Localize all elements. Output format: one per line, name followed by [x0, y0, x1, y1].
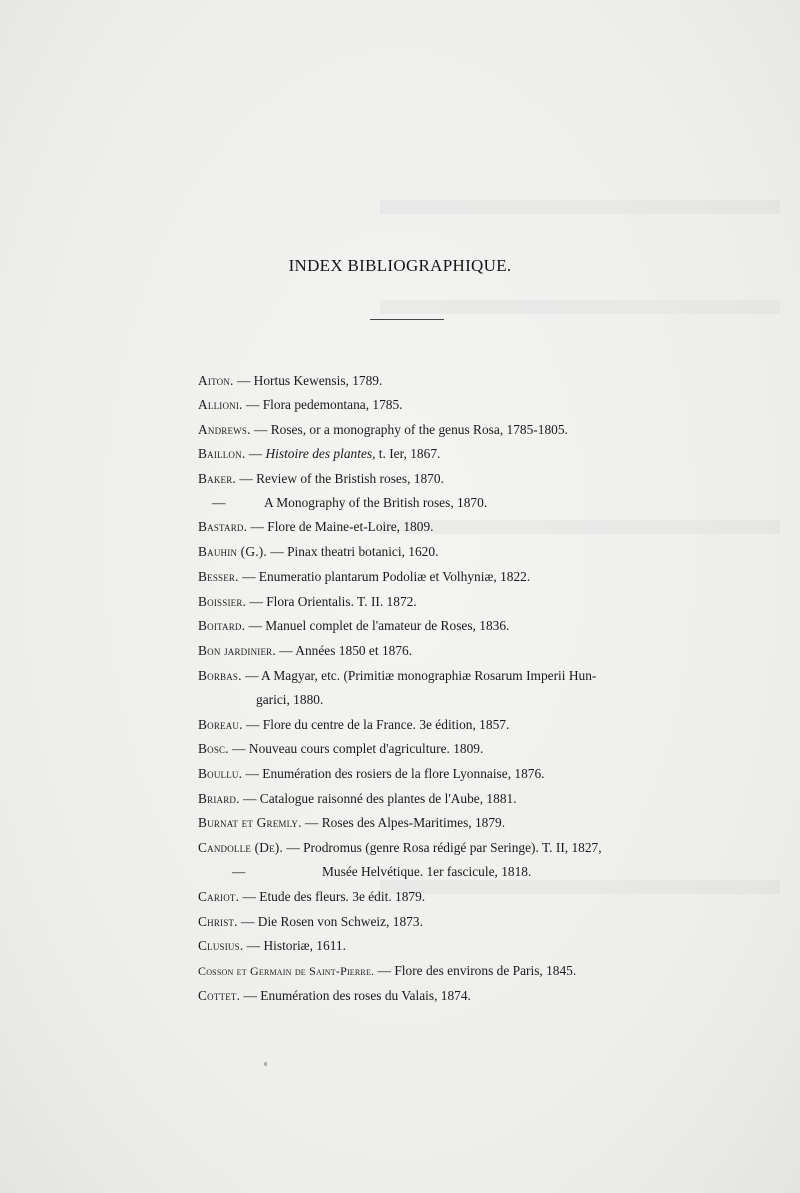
list-item	[198, 791, 658, 807]
list-item	[198, 815, 658, 831]
entry-title-italic: Histoire des plantes	[265, 446, 373, 461]
entry-text: — Prodromus (genre Rosa rédigé par Seringe). T. II, 1827,	[286, 840, 602, 855]
list-item	[198, 569, 658, 585]
list-item	[198, 594, 658, 610]
list-item	[198, 741, 658, 757]
entry-author: Aiton.	[198, 373, 234, 388]
entry-separator: —	[248, 446, 266, 461]
entry-text: Musée Helvétique. 1er fascicule, 1818.	[322, 864, 532, 879]
entry-author: Baker.	[198, 471, 236, 486]
entry-text: — Catalogue raisonné des plantes de l'Aube, 1881.	[243, 791, 517, 806]
entry-text: — Manuel complet de l'amateur de Roses, 1836.	[248, 618, 510, 633]
entry-text: — Enumération des rosiers de la flore Lyonnaise, 1876.	[245, 766, 545, 781]
entry-author: Bon jardinier.	[198, 643, 276, 658]
list-item	[198, 519, 658, 535]
list-item	[198, 914, 658, 930]
list-item	[198, 938, 658, 954]
entry-author: Bosc.	[198, 741, 229, 756]
entry-text: — Flora pedemontana, 1785.	[245, 397, 403, 412]
entry-author: Boissier.	[198, 594, 247, 609]
entry-author: Bastard.	[198, 519, 248, 534]
list-item	[198, 668, 658, 684]
entry-text: — Etude des fleurs. 3e édit. 1879.	[242, 889, 426, 904]
entry-text: — Roses des Alpes-Maritimes, 1879.	[305, 815, 506, 830]
list-item	[198, 422, 658, 438]
list-item	[198, 864, 658, 880]
entry-author: Besser.	[198, 569, 239, 584]
entry-author: Bauhin (G.).	[198, 544, 267, 559]
list-item	[198, 446, 658, 462]
page-title: INDEX BIBLIOGRAPHIQUE.	[288, 256, 512, 275]
entry-author: Cosson et Germain de Saint-Pierre.	[198, 964, 375, 978]
ink-speck	[264, 1062, 267, 1066]
entry-text: — Review of the Bristish roses, 1870.	[239, 471, 444, 486]
list-item	[198, 397, 658, 413]
entry-text: — Flora Orientalis. T. II. 1872.	[249, 594, 417, 609]
entry-text: garici, 1880.	[256, 692, 324, 707]
entry-author: Briard.	[198, 791, 240, 806]
entry-author: Baillon.	[198, 446, 246, 461]
list-item	[198, 643, 658, 659]
entry-author: Boullu.	[198, 766, 243, 781]
entry-text: , t. Ier, 1867.	[372, 446, 441, 461]
entry-text: — A Magyar, etc. (Primitiæ monographiæ Rosarum Imperii Hun-	[245, 668, 597, 683]
entry-text: — Flore des environs de Paris, 1845.	[377, 963, 577, 978]
list-item	[198, 373, 658, 389]
entry-author: Cariot.	[198, 889, 240, 904]
entry-text: — Historiæ, 1611.	[246, 938, 346, 953]
entry-text: — Flore de Maine-et-Loire, 1809.	[250, 519, 434, 534]
entry-author: Clusius.	[198, 938, 244, 953]
entry-text: — Roses, or a monography of the genus Rosa, 1785-1805.	[253, 422, 568, 437]
entry-text: — Hortus Kewensis, 1789.	[236, 373, 383, 388]
entry-text: — Années 1850 et 1876.	[279, 643, 413, 658]
list-item	[198, 471, 658, 487]
entry-author: Boitard.	[198, 618, 246, 633]
list-item	[198, 963, 658, 979]
list-item	[198, 840, 658, 856]
entry-ditto: —	[212, 495, 226, 510]
entry-author: Cottet.	[198, 988, 241, 1003]
entry-text: — Nouveau cours complet d'agriculture. 1809.	[232, 741, 484, 756]
entry-text: A Monography of the British roses, 1870.	[264, 495, 488, 510]
entry-author: Allioni.	[198, 397, 243, 412]
list-item	[198, 766, 658, 782]
entry-author: Christ.	[198, 914, 238, 929]
list-item	[198, 717, 658, 733]
entry-ditto: —	[232, 864, 246, 879]
entry-author: Boreau.	[198, 717, 243, 732]
list-item	[198, 889, 658, 905]
list-item	[198, 988, 658, 1004]
entry-text: — Flore du centre de la France. 3e édition, 1857.	[246, 717, 510, 732]
entry-author: Borbas.	[198, 668, 242, 683]
list-item	[198, 618, 658, 634]
entry-text: — Pinax theatri botanici, 1620.	[270, 544, 439, 559]
entry-author: Andrews.	[198, 422, 251, 437]
entry-author: Candolle (De).	[198, 840, 284, 855]
list-item	[198, 544, 658, 560]
entry-text: — Enumération des roses du Valais, 1874.	[243, 988, 471, 1003]
entry-author: Burnat et Gremly.	[198, 815, 302, 830]
entry-text: — Die Rosen von Schweiz, 1873.	[241, 914, 423, 929]
list-item-continuation	[168, 692, 716, 708]
list-item	[198, 495, 658, 511]
entry-text: — Enumeratio plantarum Podoliæ et Volhyniæ, 1822.	[242, 569, 531, 584]
